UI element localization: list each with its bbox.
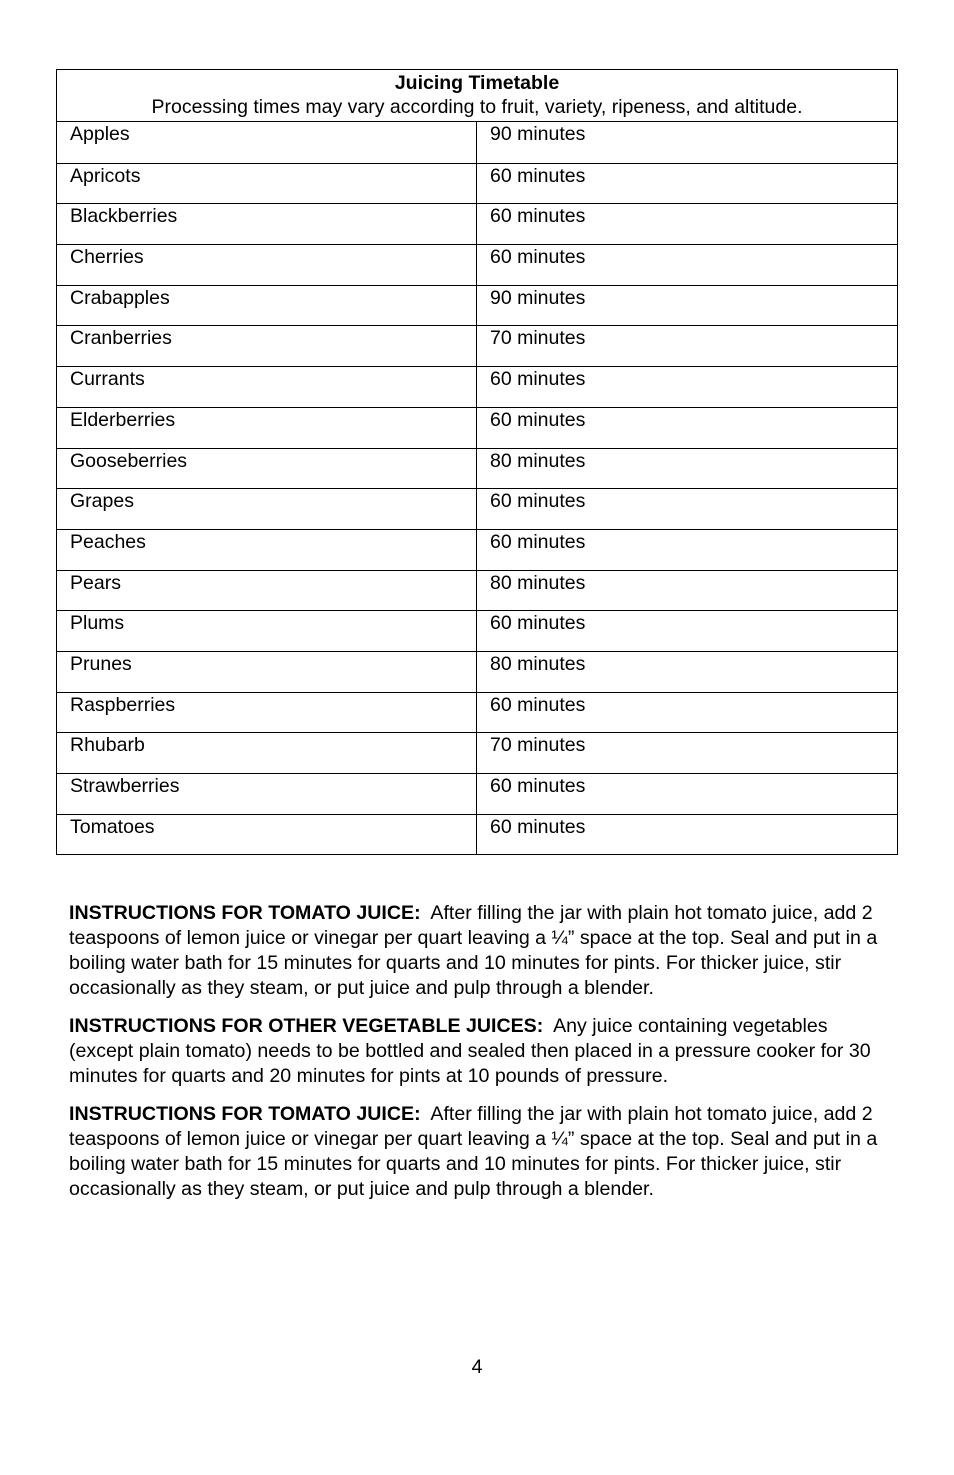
instruction-heading: INSTRUCTIONS FOR TOMATO JUICE: [69,902,421,924]
time-cell: 60 minutes [490,246,586,269]
fruit-cell: Peaches [57,530,477,570]
time-cell: 60 minutes [490,775,586,797]
time-cell: 80 minutes [490,571,586,594]
time-cell: 60 minutes [490,205,586,228]
instruction-tomato-juice [69,901,891,1001]
time-cell: 80 minutes [490,449,586,472]
fruit-cell: Prunes [57,652,477,692]
table-row [57,773,897,814]
table-row [57,732,897,773]
time-cell: 60 minutes [490,693,586,716]
instruction-tomato-juice-repeat [69,1102,891,1202]
fruit-cell: Apricots [57,164,477,204]
fruit-cell: Rhubarb [57,733,477,773]
time-cell: 60 minutes [490,408,586,431]
fruit-cell: Elderberries [57,408,477,448]
fruit-cell: Cranberries [57,326,477,366]
table-row [57,203,897,244]
instruction-body: After filling the jar with plain hot tomato juice, add 2 teaspoons of lemon juice or vinegar per quart leaving a ¼” space at the top. Seal and put in a boiling water bath for 15 minutes for quarts and 10 minutes for pints. For thicker juice, stir occasionally as they steam, or put juice and pulp through a blender. [69,1103,878,1200]
fruit-cell: Blackberries [57,204,477,244]
table-row [57,692,897,733]
table-row [57,122,897,163]
instructions-section [69,901,891,1215]
timetable-title: Juicing Timetable [394,72,560,94]
fruit-cell: Apples [57,122,477,163]
table-row [57,529,897,570]
table-row [57,651,897,692]
table-row [57,448,897,489]
fruit-cell: Tomatoes [57,815,477,855]
fruit-cell: Cherries [57,245,477,285]
fruit-cell: Crabapples [57,286,477,326]
time-cell: 60 minutes [490,368,586,391]
time-cell: 70 minutes [490,734,586,757]
time-cell: 90 minutes [490,123,586,145]
instruction-other-vegetable-juices [69,1014,891,1089]
time-cell: 60 minutes [490,815,586,838]
timetable-header [57,70,897,122]
table-row [57,814,897,855]
table-row [57,244,897,285]
fruit-cell: Grapes [57,489,477,529]
fruit-cell: Currants [57,367,477,407]
fruit-cell: Raspberries [57,693,477,733]
instruction-body: After filling the jar with plain hot tomato juice, add 2 teaspoons of lemon juice or vinegar per quart leaving a ¼” space at the top. Seal and put in a boiling water bath for 15 minutes for quarts and 10 minutes for pints. For thicker juice, stir occasionally as they steam, or put juice and pulp through a blender. [69,902,878,999]
table-row [57,570,897,611]
fruit-cell: Pears [57,571,477,611]
instruction-heading: INSTRUCTIONS FOR OTHER VEGETABLE JUICES: [69,1015,544,1037]
fruit-cell: Strawberries [57,774,477,814]
time-cell: 70 minutes [490,327,586,350]
instruction-body: Any juice containing vegetables (except plain tomato) needs to be bottled and sealed then placed in a pressure cooker for 30 minutes for quarts and 20 minutes for pints at 10 pounds of pressure. [69,1015,871,1087]
instruction-heading: INSTRUCTIONS FOR TOMATO JUICE: [69,1103,421,1125]
table-row [57,488,897,529]
table-row [57,610,897,651]
table-row [57,366,897,407]
timetable-subtitle: Processing times may vary according to fruit, variety, ripeness, and altitude. [151,96,803,118]
table-row [57,285,897,326]
fruit-cell: Gooseberries [57,449,477,489]
timetable-rows [57,122,897,854]
page-number: 4 [471,1356,483,1378]
table-row [57,163,897,204]
time-cell: 60 minutes [490,490,586,513]
time-cell: 60 minutes [490,530,586,553]
table-row [57,325,897,366]
fruit-cell: Plums [57,611,477,651]
time-cell: 90 minutes [490,286,586,309]
time-cell: 80 minutes [490,652,586,675]
time-cell: 60 minutes [490,612,586,635]
table-row [57,407,897,448]
time-cell: 60 minutes [490,164,586,187]
juicing-timetable [56,69,898,855]
